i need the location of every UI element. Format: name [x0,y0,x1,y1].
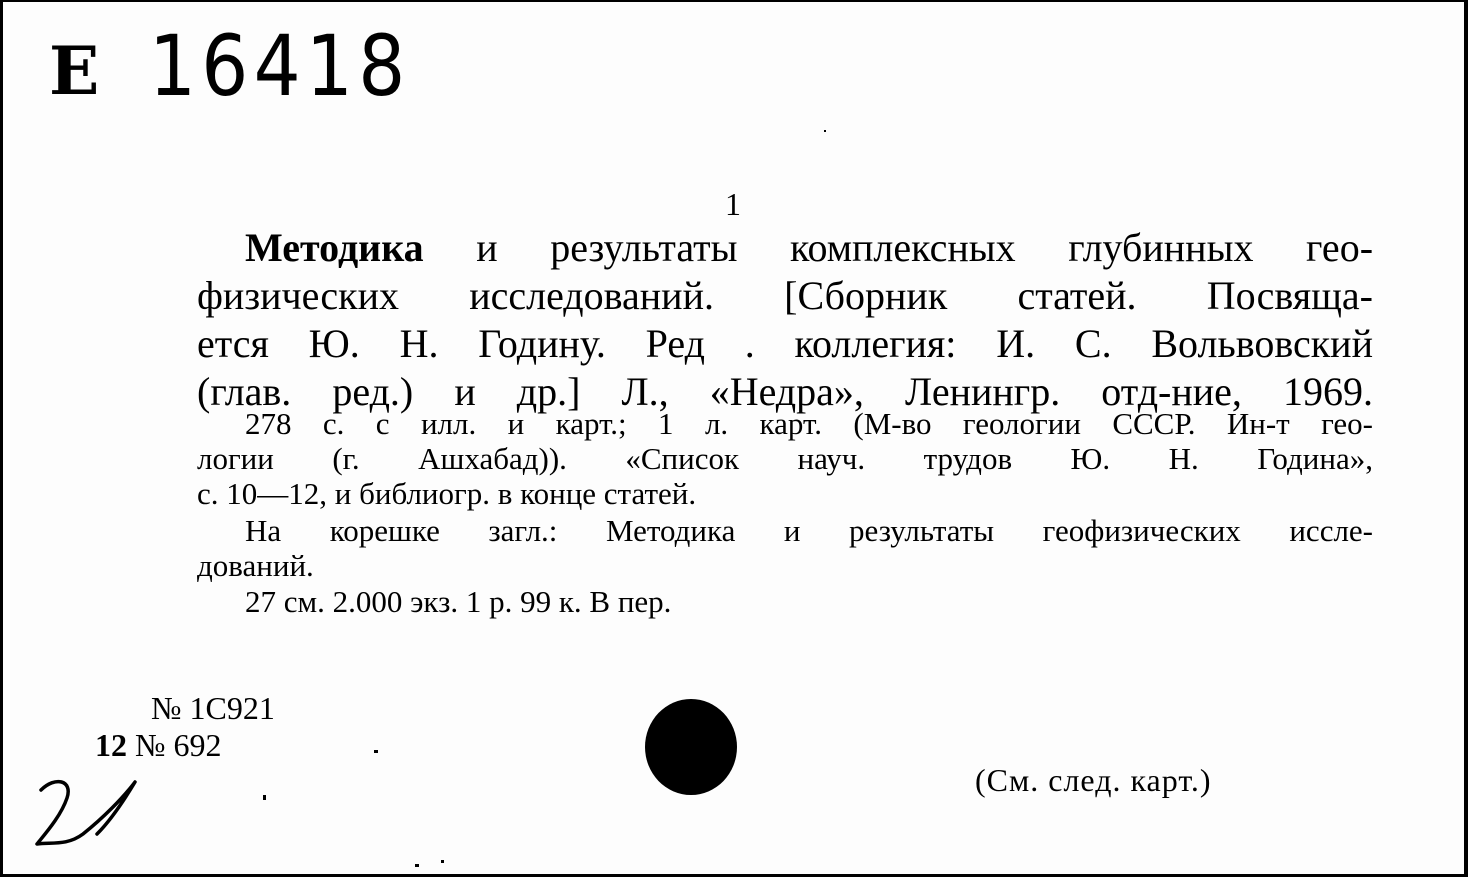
inventory-number-1: № 1С921 [151,690,275,726]
inventory-number-2-text: № 692 [135,727,222,763]
punch-hole [645,699,737,795]
entry-line-1 [197,224,1373,272]
entry-line-3: ется Ю. Н. Годину. Ред . коллегия: И. С. Вольвовский [197,321,1373,366]
handwritten-mark-icon [27,772,147,862]
handwritten-shelf-letter: E [49,32,100,110]
speck-3 [415,864,419,867]
physical-description-notes [197,406,1373,511]
speck-1 [374,750,378,753]
bibliographic-entry [197,224,1373,416]
notes-line-1: 278 с. с илл. и карт.; 1 л. карт. (М-во геологии СССР. Ин-т гео- [245,406,1373,441]
format-note [197,584,1373,619]
inventory-prefix: 12 [95,727,127,763]
speck-5 [824,130,826,132]
notes-line-2: логии (г. Ашхабад)). «Список науч. трудов Ю. Н. Година», [197,441,1373,476]
speck-2 [263,795,266,800]
format-line: 27 см. 2.000 экз. 1 р. 99 к. В пер. [245,584,672,619]
speck-4 [441,860,444,863]
spine-line-2: дований. [197,548,314,583]
entry-line-2: физических исследований. [Сборник статей. Посвяща- [197,273,1373,318]
spine-title-note [197,513,1373,583]
volume-number: 1 [725,186,741,222]
spine-line-1: На корешке загл.: Методика и результаты геофизических иссле- [245,513,1373,548]
handwritten-shelf-number: 16418 [149,17,411,115]
notes-line-3: с. 10—12, и библиогр. в конце статей. [197,476,697,511]
speck-6 [720,772,724,778]
see-next-card-note: (См. след. карт.) [975,762,1212,798]
inventory-number-2 [95,729,222,761]
entry-line-4: (глав. ред.) и др.] Л., «Недра», Ленингр. отд-ние, 1969. [197,369,1373,414]
entry-line-1-text: и результаты комплексных глубинных гео- [476,225,1374,270]
entry-title-bold: Методика [245,225,424,270]
